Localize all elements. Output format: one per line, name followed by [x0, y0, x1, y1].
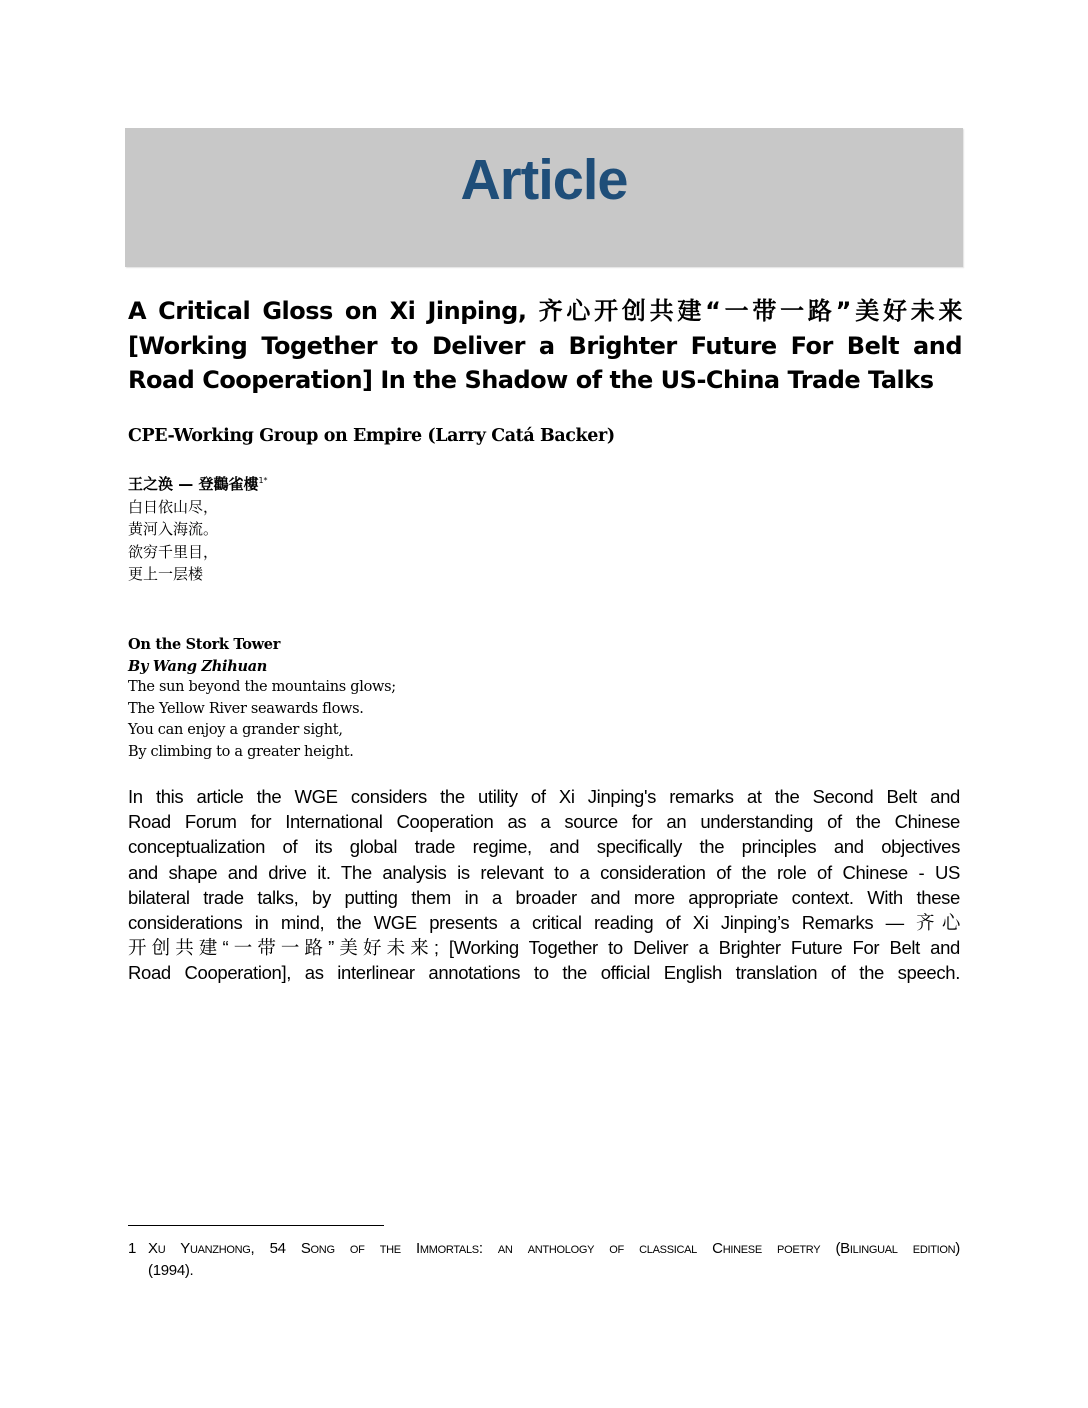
footnote-reference[interactable]: 1* [258, 476, 268, 485]
abstract-line: conceptualization of its global trade regime, and specifically the principles and objectives [128, 836, 960, 858]
abstract-line: In this article the WGE considers the utility of Xi Jinping's remarks at the Second Belt and [128, 786, 960, 807]
chinese-poem-title: 王之涣 — 登鸛雀樓 [128, 475, 259, 493]
english-poem [128, 634, 396, 763]
chinese-poem-line: 更上一层楼 [128, 565, 204, 583]
abstract-line: and shape and drive it. The analysis is relevant to a consideration of the role of Chinese - US [128, 861, 960, 883]
chinese-poem-line: 白日依山尽， [128, 497, 219, 516]
chinese-poem-line: 欲穷千里目， [128, 542, 219, 561]
english-poem-title: On the Stork Tower [128, 636, 281, 653]
chinese-poem [128, 473, 268, 586]
footnote [128, 1238, 960, 1282]
abstract-line: Road Cooperation], as interlinear annotations to the official English translation of the speech. [128, 962, 960, 984]
abstract-paragraph [128, 784, 960, 986]
abstract-line: considerations in mind, the WGE presents a critical reading of Xi Jinping’s Remarks — 齐心 [128, 912, 960, 934]
abstract-line: 开创共建“一带一路”美好未来; [Working Together to Deliver a Brighter Future For Belt and [128, 937, 960, 959]
english-poem-line: By climbing to a greater height. [128, 743, 354, 760]
article-title-line: A Critical Gloss on Xi Jinping, 齐心开创共建“一带一路”美好未来 [128, 297, 962, 325]
footnote-separator [128, 1225, 384, 1226]
abstract-line: bilateral trade talks, by putting them in a broader and more appropriate context. With these [128, 886, 960, 908]
footnote-text [148, 1238, 960, 1282]
footnote-line: Xu Yuanzhong, 54 Song of the Immortals: an anthology of classical Chinese poetry (Bilingual edition) [148, 1240, 960, 1257]
article-banner-label: Article [460, 148, 628, 212]
abstract-line: Road Forum for International Cooperation as a source for an understanding of the Chinese [128, 811, 960, 833]
article-title [128, 294, 962, 398]
chinese-poem-heading [128, 473, 268, 496]
article-title-line: Road Cooperation] In the Shadow of the US-China Trade Talks [128, 366, 934, 394]
author-line: CPE-Working Group on Empire (Larry Catá Backer) [128, 426, 615, 446]
footnote-line: (1994). [148, 1262, 194, 1279]
english-poem-line: The Yellow River seawards flows. [128, 700, 364, 717]
english-poem-line: The sun beyond the mountains glows; [128, 679, 396, 695]
chinese-poem-line: 黄河入海流。 [128, 520, 219, 538]
article-title-line: [Working Together to Deliver a Brighter Future For Belt and [128, 331, 962, 360]
english-poem-byline: By Wang Zhihuan [128, 657, 268, 675]
english-poem-line: You can enjoy a grander sight, [128, 722, 343, 738]
footnote-number: 1 [128, 1240, 137, 1257]
